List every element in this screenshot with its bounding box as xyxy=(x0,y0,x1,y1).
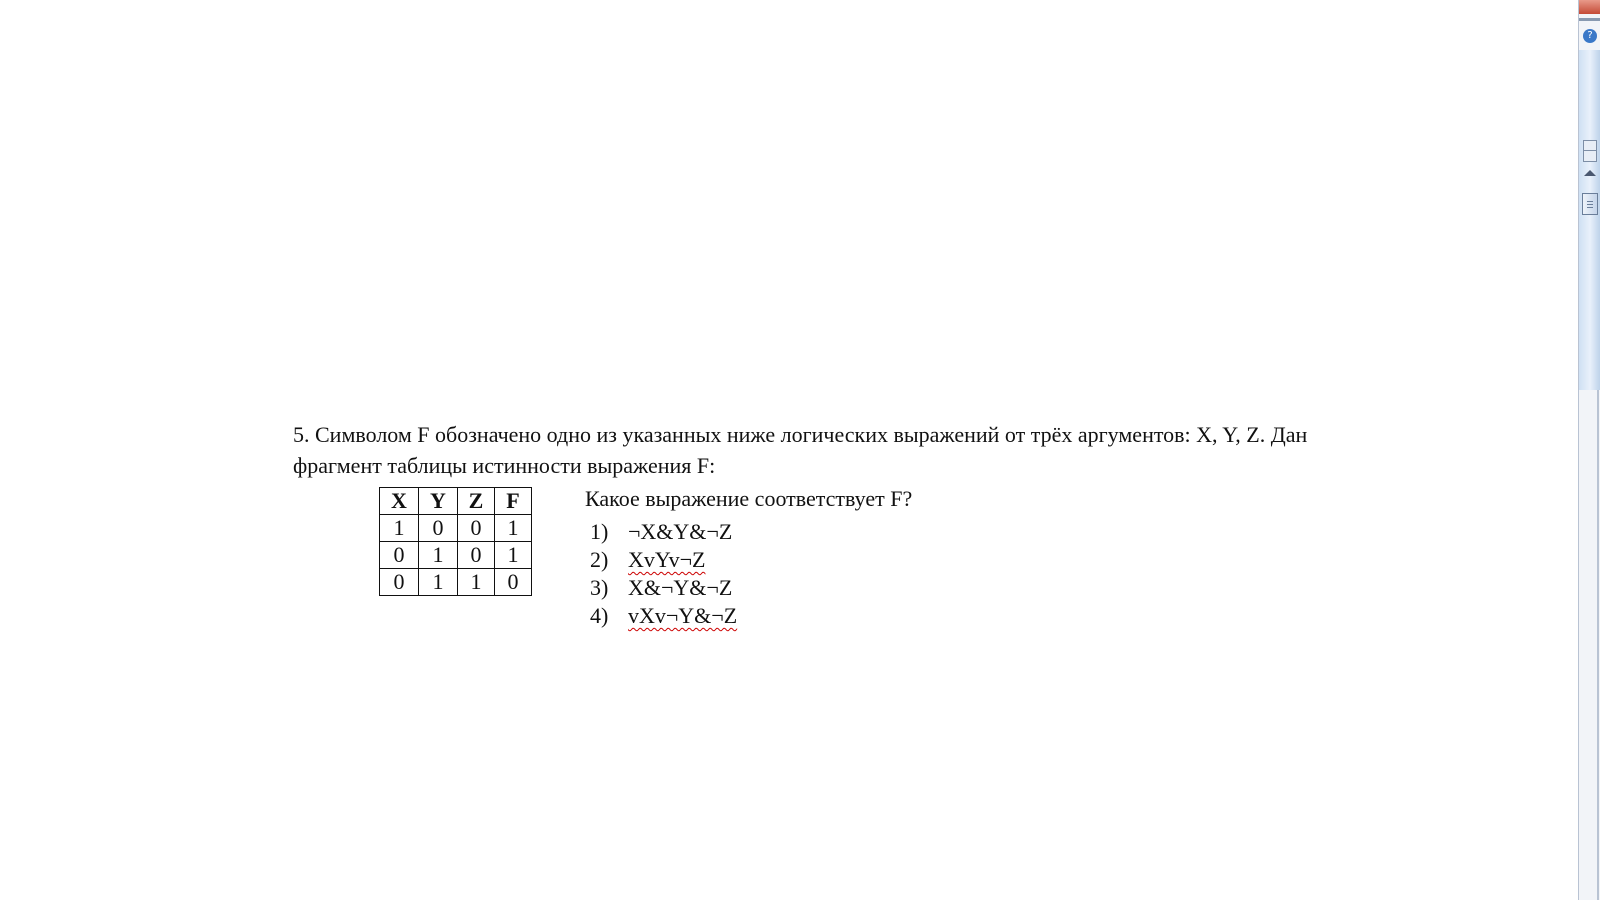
answer-option-3 xyxy=(590,574,737,602)
scrollbar-edge xyxy=(1597,390,1599,900)
table-cell: 0 xyxy=(458,515,495,542)
table-cell: 1 xyxy=(419,569,458,596)
scrollbar-divider xyxy=(1579,18,1600,21)
answer-prompt: Какое выражение соответствует F? xyxy=(585,486,913,511)
table-row xyxy=(380,515,532,542)
option-expression: vXv¬Y&¬Z xyxy=(628,603,738,628)
option-expression: X&¬Y&¬Z xyxy=(628,575,733,600)
grip-line xyxy=(1587,207,1593,208)
scroll-up-arrow-icon[interactable] xyxy=(1584,170,1596,176)
table-row xyxy=(380,569,532,596)
scrollbar-thumb[interactable] xyxy=(1582,193,1598,215)
table-cell: 0 xyxy=(495,569,532,596)
grip-line xyxy=(1587,201,1593,202)
option-expression: XvYv¬Z xyxy=(628,547,706,572)
table-cell: 1 xyxy=(380,515,419,542)
grip-line xyxy=(1587,204,1593,205)
close-strip[interactable] xyxy=(1579,0,1600,14)
table-header-y: Y xyxy=(419,488,458,515)
table-cell: 1 xyxy=(458,569,495,596)
answer-options-list xyxy=(590,518,737,630)
table-cell: 0 xyxy=(380,569,419,596)
table-header-x: X xyxy=(380,488,419,515)
answer-option-4 xyxy=(590,602,737,630)
table-cell: 0 xyxy=(458,542,495,569)
option-number: 3) xyxy=(590,575,609,600)
question-text: 5. Символом F обозначено одно из указанных ниже логических выражений от трёх аргументов: X, Y, Z. Дан фрагмент таблицы истинности выражения F: xyxy=(293,422,1308,478)
table-cell: 0 xyxy=(419,515,458,542)
option-number: 4) xyxy=(590,603,609,628)
option-number: 2) xyxy=(590,547,609,572)
table-row xyxy=(380,542,532,569)
table-cell: 0 xyxy=(380,542,419,569)
table-cell: 1 xyxy=(419,542,458,569)
view-ruler-icon[interactable] xyxy=(1583,150,1597,162)
vertical-scrollbar[interactable] xyxy=(1578,0,1600,900)
answer-option-1 xyxy=(590,518,737,546)
answer-option-2 xyxy=(590,546,737,574)
truth-table-header-row xyxy=(380,488,532,515)
help-icon[interactable]: ? xyxy=(1583,29,1597,43)
option-expression: ¬X&Y&¬Z xyxy=(628,519,733,544)
table-cell: 1 xyxy=(495,542,532,569)
truth-table xyxy=(379,487,532,596)
option-number: 1) xyxy=(590,519,609,544)
table-cell: 1 xyxy=(495,515,532,542)
scrollbar-track[interactable] xyxy=(1579,50,1600,390)
table-header-z: Z xyxy=(458,488,495,515)
table-header-f: F xyxy=(495,488,532,515)
